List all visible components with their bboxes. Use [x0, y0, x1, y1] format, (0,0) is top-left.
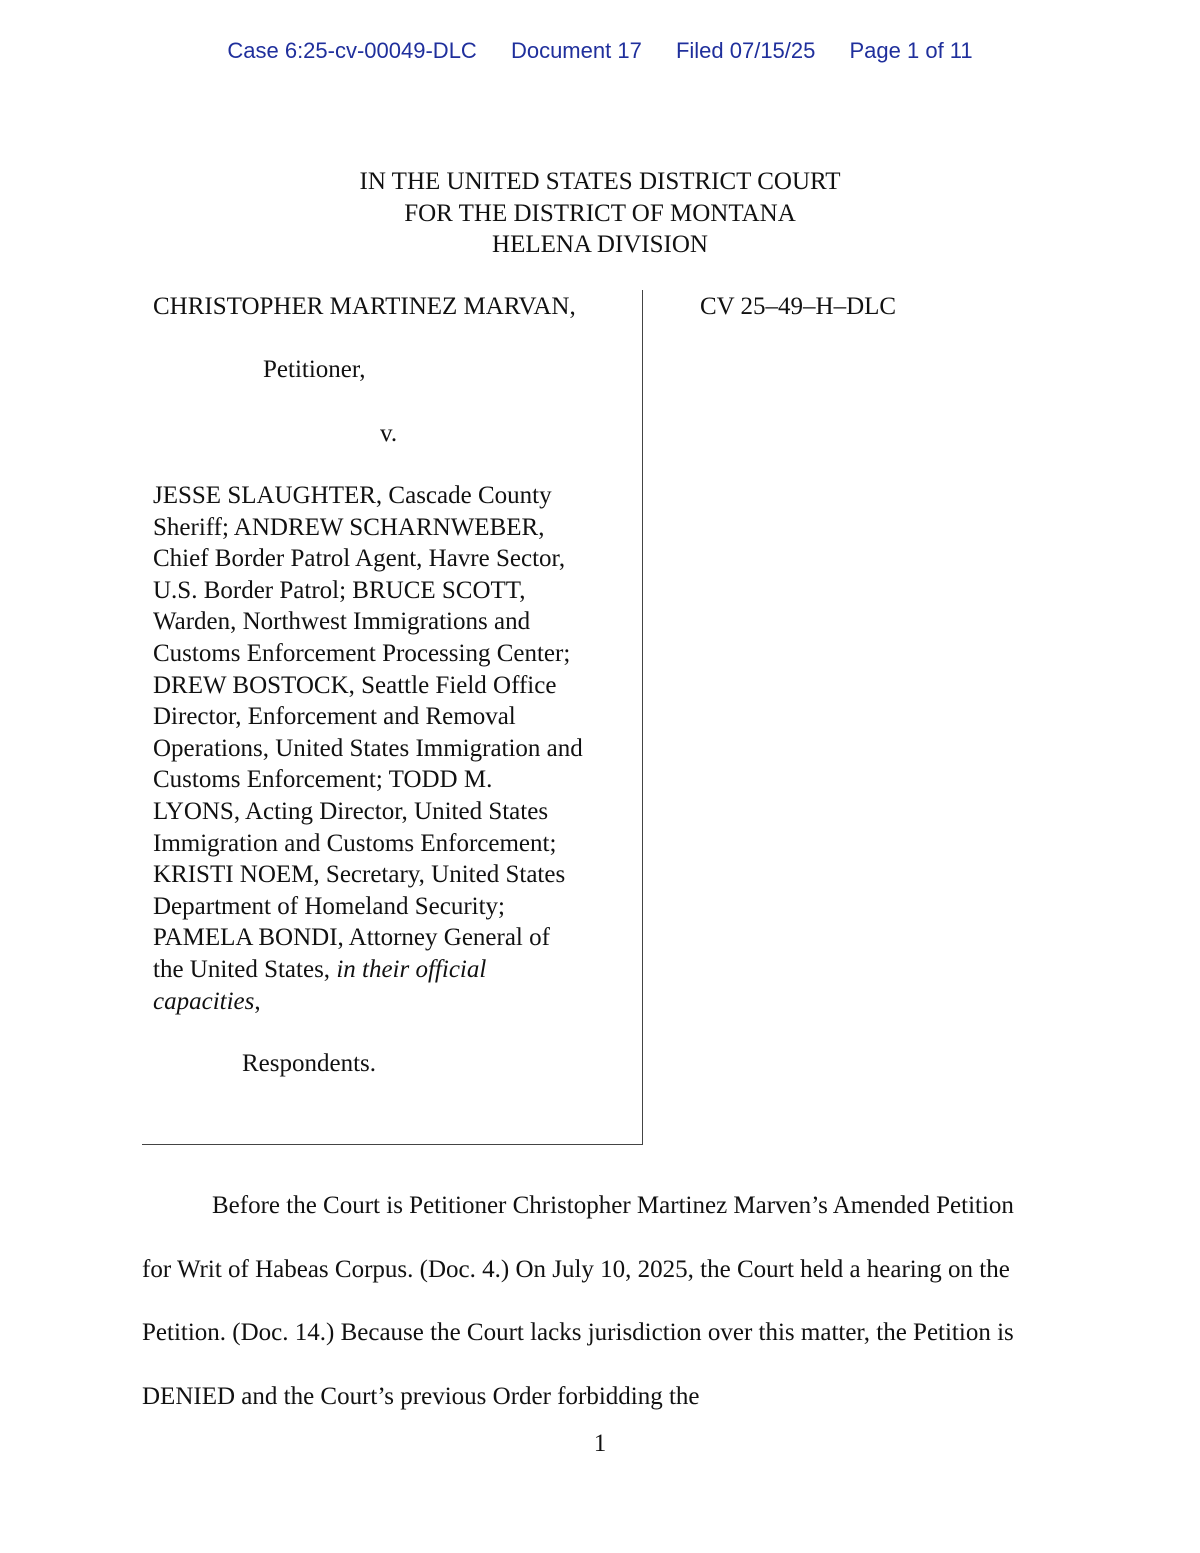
ecf-case-number: Case 6:25-cv-00049-DLC — [227, 38, 477, 63]
ecf-document-number: Document 17 — [510, 38, 642, 63]
respondents-capacity: in their official capacities — [153, 955, 487, 1015]
ecf-filed-date: Filed 07/15/25 — [675, 38, 816, 63]
respondents-list — [153, 480, 641, 1017]
case-caption — [142, 290, 1142, 1146]
caption-parties-box — [142, 290, 643, 1145]
respondents-label: Respondents. — [242, 1050, 377, 1077]
case-number: CV 25–49–H–DLC — [700, 293, 897, 320]
page-number: 1 — [593, 1430, 607, 1457]
petitioner-label: Petitioner, — [263, 356, 366, 383]
versus-label: v. — [380, 420, 398, 447]
court-heading-line-1: IN THE UNITED STATES DISTRICT COURT — [359, 168, 841, 195]
respondents-names: JESSE SLAUGHTER, Cascade County Sheriff; ANDREW SCHARNWEBER, Chief Border Patrol Agent, Havre Sector, U.S. Border Patrol; BRUCE SCOTT, Warden, Northwest Immigrations and Customs Enforcement Processing Center; DREW BOSTOCK, Seattle Field Office Director, Enforcement and Removal Operations, United States Immigration and Customs Enforcement; TODD M. LYONS, Acting Director, United States Immigration and Customs Enforcement; KRISTI NOEM, Secretary, United States Department of Homeland Security; PAMELA BONDI, Attorney General of the United States, — [153, 482, 583, 983]
body-paragraph: Before the Court is Petitioner Christopher Martinez Marven’s Amended Petition for Writ of Habeas Corpus. (Doc. 4.) On July 10, 2025, the Court held a hearing on the Petition. (Doc. 14.) Because the Court lacks jurisdiction over this matter, the Petition is DENIED and the Court’s previous Order forbidding the — [142, 1192, 1014, 1410]
court-heading — [0, 166, 1200, 261]
court-heading-line-2: FOR THE DISTRICT OF MONTANA — [404, 199, 796, 227]
petitioner-name: CHRISTOPHER MARTINEZ MARVAN, — [153, 293, 576, 320]
respondents-trailing-comma: , — [254, 987, 261, 1015]
court-heading-line-3: HELENA DIVISION — [492, 231, 708, 258]
ecf-filing-header — [0, 38, 1200, 64]
ecf-page-count: Page 1 of 11 — [849, 38, 973, 63]
